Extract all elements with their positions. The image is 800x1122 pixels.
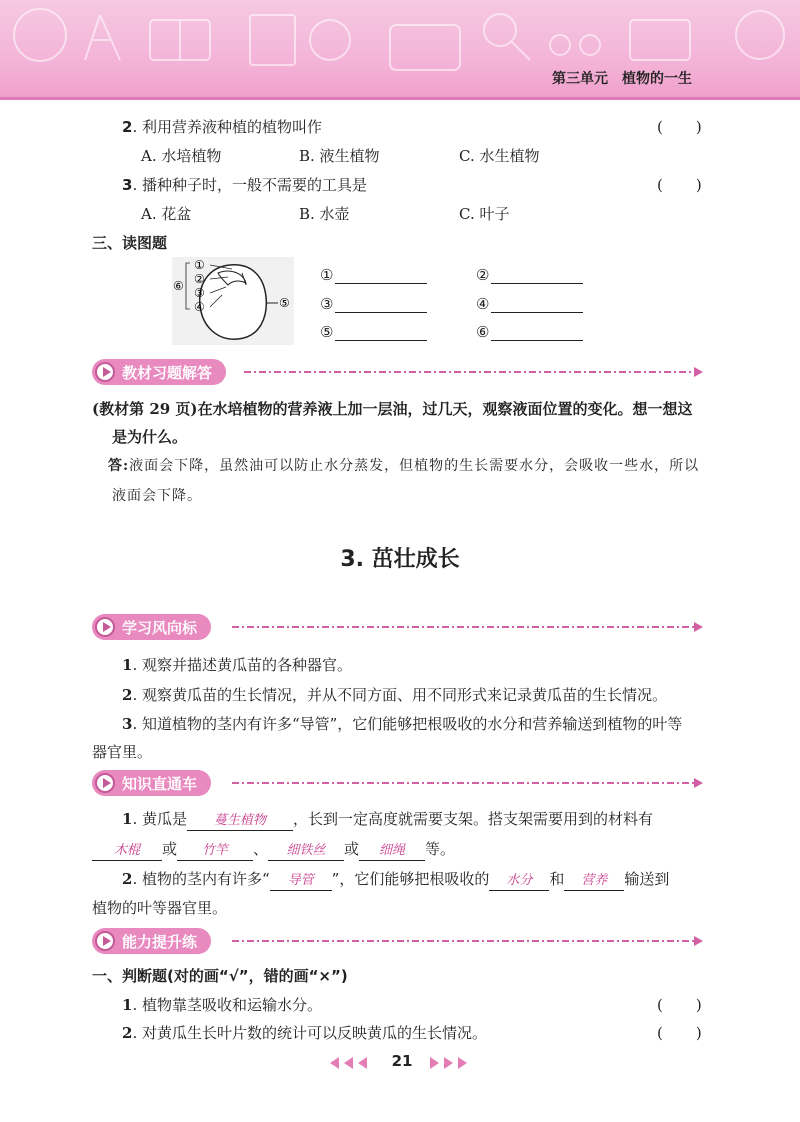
triangle-left-icon xyxy=(358,1057,367,1069)
bag-icon xyxy=(390,25,460,70)
section-title: 能力提升练 xyxy=(122,932,198,951)
choice-question-3 xyxy=(122,174,367,195)
section-label xyxy=(92,614,211,640)
alarm-clock-icon xyxy=(310,20,350,60)
item-number: 1 xyxy=(122,656,133,674)
dashed-divider xyxy=(232,782,694,784)
item-number: 2 xyxy=(122,870,133,888)
textbook-question-line-2: 是为什么。 xyxy=(112,428,188,446)
item-text: 等。 xyxy=(425,840,456,858)
item-text: ，长到一定高度就需要支架。搭支架需要用到的材料有 xyxy=(292,810,653,828)
answer-text: 液面会下降，虽然油可以防止水分蒸发，但植物的生长需要水分，会吸收一些水，所以 xyxy=(129,458,700,474)
label-number: ⑥ xyxy=(476,323,490,341)
callout-3: ③ xyxy=(194,286,205,300)
answer-parentheses[interactable]: ( ) xyxy=(657,996,703,1014)
page-footer xyxy=(330,1052,470,1076)
triangle-right-icon xyxy=(444,1057,453,1069)
section-label xyxy=(92,928,211,954)
section-title: 学习风向标 xyxy=(122,618,198,637)
arrow-icon xyxy=(694,622,703,632)
item-text: . 观察并描述黄瓜苗的各种器官。 xyxy=(132,656,352,674)
fill-blank[interactable]: 蔓生植物 xyxy=(187,812,293,831)
play-icon xyxy=(95,362,115,382)
item-text: . 植物靠茎吸收和运输水分。 xyxy=(132,996,322,1014)
callout-2: ② xyxy=(194,272,205,286)
section-bar-textbook xyxy=(92,359,704,385)
section-label xyxy=(92,359,226,385)
answer-line-1 xyxy=(108,456,699,476)
item-number: 1 xyxy=(122,810,133,828)
item-text: 和 xyxy=(549,870,565,888)
section-heading: 三、读图题 xyxy=(92,234,168,252)
item-text: 输送到 xyxy=(624,870,670,888)
knowledge-item-2 xyxy=(122,868,669,891)
label-blank-5[interactable] xyxy=(320,323,427,341)
label-blank-4[interactable] xyxy=(476,295,583,313)
option-a[interactable]: A. 水培植物 xyxy=(141,147,222,165)
section-title: 知识直通车 xyxy=(122,774,198,793)
option-c[interactable]: C. 叶子 xyxy=(459,205,510,223)
triangle-left-icon xyxy=(344,1057,353,1069)
fill-blank[interactable]: 水分 xyxy=(489,872,549,891)
fill-blank[interactable]: 导管 xyxy=(270,872,332,891)
lesson-title: 3. 茁壮成长 xyxy=(340,547,460,572)
label-number: ③ xyxy=(320,295,334,313)
play-icon xyxy=(95,931,115,951)
triangle-left-icon xyxy=(330,1057,339,1069)
globe-icon xyxy=(14,9,66,61)
fill-blank[interactable]: 细绳 xyxy=(359,842,425,861)
question-text: . 利用营养液种植的植物叫作 xyxy=(132,118,322,136)
item-text: . 植物的茎内有许多“ xyxy=(132,870,270,888)
answer-line-2: 液面会下降。 xyxy=(112,488,202,504)
answer-parentheses[interactable]: ( ) xyxy=(657,1024,703,1042)
answer-parentheses[interactable]: ( ) xyxy=(657,176,703,194)
item-text: ”，它们能够把根吸收的 xyxy=(331,870,490,888)
play-icon xyxy=(95,773,115,793)
fill-blank[interactable]: 营养 xyxy=(564,872,624,891)
item-number: 2 xyxy=(122,1024,133,1042)
label-number: ④ xyxy=(476,295,490,313)
item-text: . 观察黄瓜苗的生长情况，并从不同方面、用不同形式来记录黄瓜苗的生长情况。 xyxy=(132,686,667,704)
item-text: . 黄瓜是 xyxy=(132,810,187,828)
item-text: . 知道植物的茎内有许多“导管”，它们能够把根吸收的水分和营养输送到植物的叶等 xyxy=(132,715,683,733)
option-a[interactable]: A. 花盆 xyxy=(141,205,192,223)
glasses-icon xyxy=(550,35,570,55)
callout-1: ① xyxy=(194,258,205,272)
goal-item-3-continued: 器官里。 xyxy=(92,743,153,761)
notebook-icon xyxy=(250,15,295,65)
dashed-divider xyxy=(244,371,694,373)
knowledge-item-1-line-2 xyxy=(92,838,455,861)
judge-item-2 xyxy=(122,1022,487,1044)
arrow-icon xyxy=(694,367,703,377)
label-blank-3[interactable] xyxy=(320,295,427,313)
label-blank-2[interactable] xyxy=(476,266,583,284)
section-bar-ability xyxy=(92,928,704,954)
callout-5: ⑤ xyxy=(279,296,290,310)
item-text: 或 xyxy=(344,840,360,858)
dashed-divider xyxy=(232,940,694,942)
section-heading: 一、判断题(对的画“√”，错的画“×”) xyxy=(92,967,348,985)
section-title: 教材习题解答 xyxy=(122,363,213,382)
question-number: 3 xyxy=(122,176,133,194)
item-text: . 对黄瓜生长叶片数的统计可以反映黄瓜的生长情况。 xyxy=(132,1024,487,1042)
open-book-icon xyxy=(630,20,690,60)
callout-6: ⑥ xyxy=(173,279,184,293)
triangle-right-icon xyxy=(430,1057,439,1069)
callout-4: ④ xyxy=(194,300,205,314)
page-header xyxy=(0,0,800,100)
fill-blank[interactable]: 木棍 xyxy=(92,842,162,861)
page-number: 21 xyxy=(391,1052,413,1070)
item-number: 1 xyxy=(122,996,133,1014)
option-b[interactable]: B. 液生植物 xyxy=(299,147,380,165)
goal-item-2 xyxy=(122,684,667,706)
section-label xyxy=(92,770,211,796)
arrow-icon xyxy=(694,936,703,946)
goal-item-3 xyxy=(122,713,682,735)
item-number: 2 xyxy=(122,686,133,704)
answer-label: 答: xyxy=(108,458,130,474)
label-number: ② xyxy=(476,266,490,284)
triangle-right-icon xyxy=(458,1057,467,1069)
play-icon xyxy=(95,617,115,637)
round-icon xyxy=(736,11,784,59)
fill-blank[interactable]: 细铁丝 xyxy=(268,842,344,861)
seed-diagram xyxy=(168,255,298,347)
arrow-icon xyxy=(694,778,703,788)
label-blank-1[interactable] xyxy=(320,266,427,284)
knowledge-item-2-line-2: 植物的叶等器官里。 xyxy=(92,899,228,917)
choice-question-2 xyxy=(122,116,322,137)
magnifier-icon xyxy=(484,14,516,46)
section-bar-goals xyxy=(92,614,704,640)
label-number: ① xyxy=(320,266,334,284)
knowledge-item-1 xyxy=(122,808,653,831)
unit-title: 第三单元 植物的一生 xyxy=(552,71,692,87)
item-text: 或 xyxy=(162,840,178,858)
question-number: 2 xyxy=(122,118,133,136)
compass-icon xyxy=(85,15,120,60)
label-blank-6[interactable] xyxy=(476,323,583,341)
goal-item-1 xyxy=(122,654,352,676)
dashed-divider xyxy=(232,626,694,628)
answer-parentheses[interactable]: ( ) xyxy=(657,118,703,136)
textbook-question-line-1: (教材第 29 页)在水培植物的营养液上加一层油，过几天，观察液面位置的变化。想一想这 xyxy=(92,400,693,418)
item-text: 、 xyxy=(253,840,269,858)
question-text: . 播种种子时，一般不需要的工具是 xyxy=(132,176,367,194)
label-number: ⑤ xyxy=(320,323,334,341)
option-b[interactable]: B. 水壶 xyxy=(299,205,350,223)
section-bar-knowledge xyxy=(92,770,704,796)
fill-blank[interactable]: 竹竿 xyxy=(177,842,253,861)
item-number: 3 xyxy=(122,715,133,733)
option-c[interactable]: C. 水生植物 xyxy=(459,147,540,165)
judge-item-1 xyxy=(122,994,322,1016)
